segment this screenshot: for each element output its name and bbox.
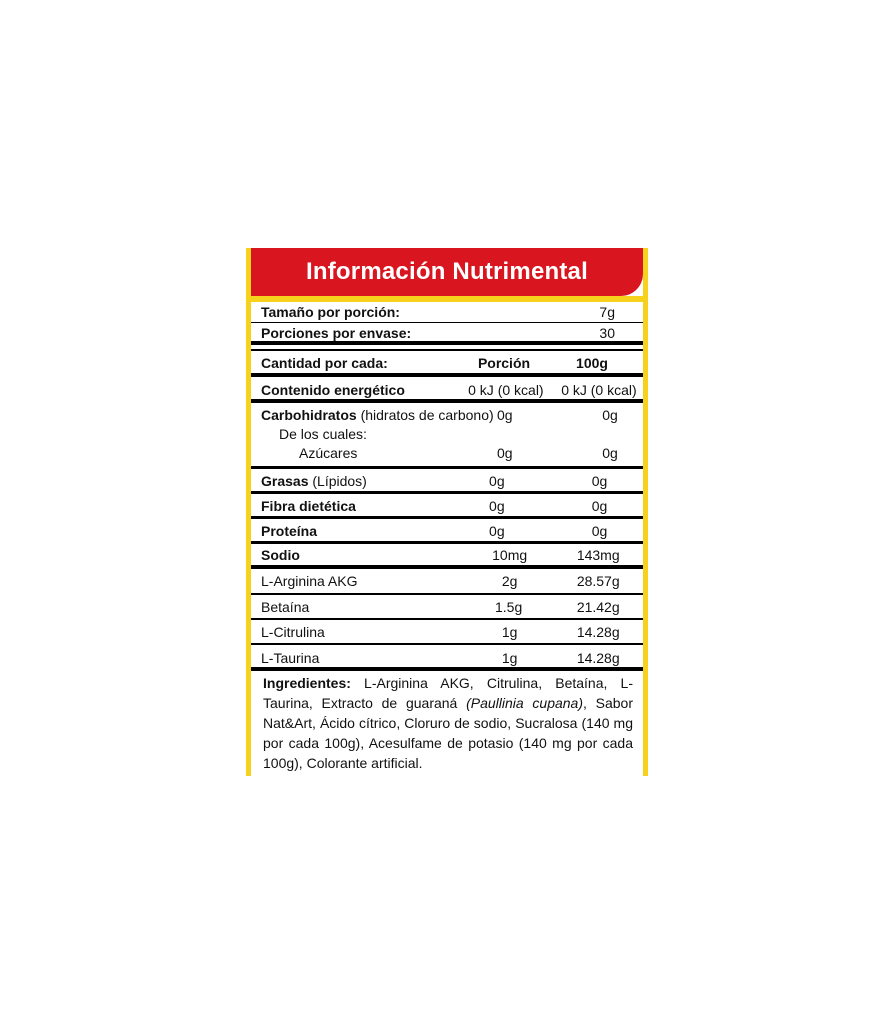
table-row-sugars bbox=[261, 445, 655, 462]
servings-per-container-value: 30 bbox=[599, 325, 615, 341]
row-portion: 0g bbox=[489, 498, 505, 514]
row-per100: 143mg bbox=[576, 547, 620, 563]
row-label: L-Arginina AKG bbox=[261, 573, 358, 589]
row-per100: 0 kJ (0 kcal) bbox=[561, 382, 637, 398]
row-per100: 28.57g bbox=[576, 573, 620, 589]
title-banner bbox=[251, 248, 643, 296]
table-row-protein bbox=[251, 519, 643, 544]
row-label: L-Taurina bbox=[261, 650, 320, 666]
row-per100: 21.42g bbox=[576, 599, 620, 615]
row-portion: 0 kJ (0 kcal) bbox=[468, 382, 544, 398]
table-row-taurine bbox=[251, 645, 643, 671]
row-per100: 0g bbox=[602, 407, 618, 423]
row-label: Azúcares bbox=[299, 445, 358, 461]
table-row-fats bbox=[251, 469, 643, 494]
row-per100: 14.28g bbox=[576, 624, 620, 640]
ingredients-text-a: L-Arginina AKG, Citrulina, Betaína, L-Taurina, Extracto de guaraná bbox=[263, 675, 633, 711]
header-100g: 100g bbox=[576, 355, 608, 371]
serving-size-label: Tamaño por porción: bbox=[261, 304, 400, 320]
table-row-citrulline bbox=[251, 620, 643, 645]
row-label: Contenido energético bbox=[261, 382, 405, 398]
row-portion: 0g bbox=[497, 445, 513, 461]
table-row-sodium bbox=[251, 544, 643, 569]
panel-title: Información Nutrimental bbox=[306, 258, 588, 285]
row-portion: 0g bbox=[497, 407, 513, 423]
table-row-energy bbox=[251, 377, 643, 403]
row-portion: 2g bbox=[501, 573, 518, 589]
nutrition-panel-inner bbox=[251, 248, 643, 776]
serving-size-row bbox=[251, 302, 643, 323]
table-row-fiber bbox=[251, 494, 643, 519]
servings-per-container-row bbox=[251, 323, 643, 345]
header-label: Cantidad por cada: bbox=[261, 355, 388, 371]
row-per100: 0g bbox=[591, 473, 608, 489]
table-row-carbs-group bbox=[251, 403, 643, 469]
ingredients-text-italic: (Paullinia cupana) bbox=[466, 695, 583, 711]
row-label-bold: Carbohidratos bbox=[261, 407, 357, 423]
row-label: L-Citrulina bbox=[261, 624, 325, 640]
row-per100: 0g bbox=[591, 498, 608, 514]
nutrition-panel bbox=[246, 248, 648, 776]
table-row-carbs bbox=[261, 407, 655, 424]
serving-size-value: 7g bbox=[599, 304, 615, 320]
row-label-subheading: De los cuales: bbox=[279, 426, 367, 442]
row-label: Betaína bbox=[261, 599, 310, 615]
ingredients-block bbox=[263, 673, 633, 773]
table-row-betaine bbox=[251, 595, 643, 620]
row-portion: 1g bbox=[501, 650, 518, 666]
row-portion: 0g bbox=[489, 473, 505, 489]
row-portion: 10mg bbox=[492, 547, 528, 563]
table-row-arginine bbox=[251, 569, 643, 595]
servings-per-container-label: Porciones por envase: bbox=[261, 325, 412, 341]
row-portion: 0g bbox=[489, 523, 505, 539]
row-portion: 1g bbox=[501, 624, 518, 640]
row-label-rest: (hidratos de carbono) bbox=[356, 407, 494, 423]
ingredients-label: Ingredientes: bbox=[263, 675, 351, 691]
row-per100: 0g bbox=[591, 523, 608, 539]
header-portion: Porción bbox=[477, 355, 531, 371]
header-row bbox=[251, 351, 643, 377]
row-per100: 0g bbox=[602, 445, 618, 461]
row-label: Sodio bbox=[261, 547, 300, 563]
row-label: Proteína bbox=[261, 523, 318, 539]
row-per100: 14.28g bbox=[576, 650, 620, 666]
nutrition-table bbox=[251, 302, 643, 671]
ingredients-text-b: , Sabor Nat&Art, Ácido cítrico, Cloruro de sodio, Sucralosa (140 mg por cada 100g), Acesulfame de potasio (140 mg por cada 100g), Colorante artificial. bbox=[263, 695, 633, 771]
row-portion: 1.5g bbox=[495, 599, 523, 615]
row-label-bold: Grasas bbox=[261, 473, 309, 489]
row-label: Fibra dietética bbox=[261, 498, 356, 514]
row-label-rest: (Lípidos) bbox=[308, 473, 367, 489]
